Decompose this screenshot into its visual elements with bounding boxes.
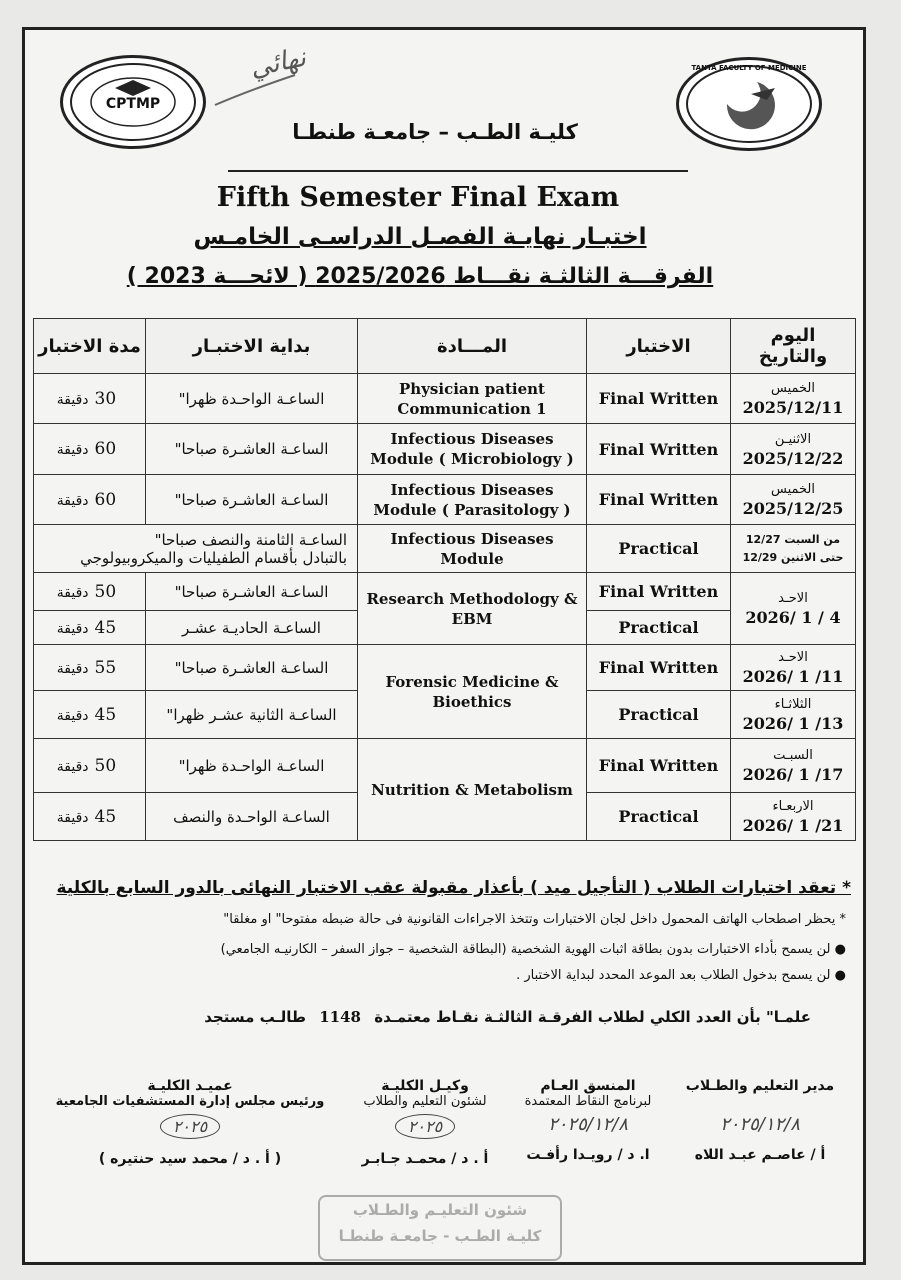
- subject-cell: Nutrition & Metabolism: [358, 739, 587, 841]
- duration-cell: 50دقيقة: [34, 739, 146, 793]
- signature-block: عميـد الكليـة ورئيس مجلس إدارة المستشفيات الجامعية ٢٠٢٥ ( أ . د / محمد سيد حنتيره ): [55, 1078, 325, 1167]
- day-cell: الخميس 2025/12/11: [731, 374, 856, 424]
- note-phone: * يحظر اصطحاب الهاتف المحمول داخل لجان الاختبارات وتتخذ الاجراءات القانونية فى حالة ضبطه مفتوحا" او مغلقا": [223, 912, 846, 927]
- exam-type-cell: Final Written: [587, 645, 731, 691]
- handwritten-stroke: [210, 70, 300, 110]
- subject-cell: Forensic Medicine & Bioethics: [358, 645, 587, 739]
- table-row: [34, 645, 856, 691]
- exam-type-cell: Final Written: [587, 424, 731, 475]
- tanta-medicine-logo: [676, 57, 822, 151]
- header-exam: الاختبار: [587, 319, 731, 374]
- day-cell: السبـت 2026/ 1 /17: [731, 739, 856, 793]
- duration-cell: 30دقيقة: [34, 374, 146, 424]
- subject-cell: Physician patient Communication 1: [358, 374, 587, 424]
- start-cell: الساعـة العاشـرة صباحا": [146, 475, 358, 525]
- subject-cell: Infectious Diseases Module ( Microbiology ): [358, 424, 587, 475]
- exam-type-cell: Final Written: [587, 739, 731, 793]
- start-cell: الساعـة الواحـدة ظهرا": [146, 739, 358, 793]
- start-cell: الساعـة الثامنة والنصف صباحا" بالتبادل بأقسام الطفيليات والميكروبيولوجي: [34, 525, 358, 573]
- title-arabic: اختبـار نهايـة الفصـل الدراسـى الخامـس: [193, 224, 647, 250]
- note-late: ● لن يسمح بدخول الطلاب بعد الموعد المحدد لبداية الاختبار .: [516, 968, 846, 983]
- header-start: بداية الاختبـار: [146, 319, 358, 374]
- header-subject: المـــادة: [358, 319, 587, 374]
- cptmp-logo: [60, 55, 206, 149]
- signature-block: مدير التعليم والطـلاب ٢٠٢٥/١٢/٨ أ / عاصـم عبـد اللاه: [685, 1078, 835, 1163]
- start-cell: الساعـة الحاديـة عشـر: [146, 611, 358, 645]
- duration-cell: 45دقيقة: [34, 793, 146, 841]
- table-header-row: [34, 319, 856, 374]
- duration-cell: 50دقيقة: [34, 573, 146, 611]
- header-day: اليوم والتاريخ: [731, 319, 856, 374]
- signature-block: وكيـل الكليـة لشئون التعليم والطلاب ٢٠٢٥ أ . د / محمـد جـابـر: [361, 1078, 489, 1167]
- day-cell: من السبت 12/27 حتى الاثنين 12/29: [731, 525, 856, 573]
- day-cell: الاحـد 2026/ 1 /11: [731, 645, 856, 691]
- note-student-count: علمـا" بأن العدد الكلي لطلاب الفرقـة الثالثـة نقـاط معتمـدة 1148 طالـب مستجد: [204, 1008, 811, 1026]
- subject-cell: Infectious Diseases Module: [358, 525, 587, 573]
- table-row: [34, 739, 856, 793]
- handwritten-note: نهائي: [247, 42, 309, 84]
- day-cell: الثلاثـاء 2026/ 1 /13: [731, 691, 856, 739]
- cptmp-logo-text: CPTMP: [105, 96, 161, 112]
- day-cell: الاربعـاء 2026/ 1 /21: [731, 793, 856, 841]
- title-group: الفرقـــة الثالثـة نقـــاط 2025/2026 ( لائحـــة 2023 ): [126, 264, 714, 289]
- exam-type-cell: Practical: [587, 691, 731, 739]
- day-cell: الاحـد 2026/ 1 / 4: [731, 573, 856, 645]
- tanta-logo-text: TANTA FACULTY OF MEDICINE: [691, 64, 807, 72]
- note-id: ● لن يسمح بأداء الاختبارات بدون بطاقة اثبات الهوية الشخصية (البطاقة الشخصية – جواز السفر – الكارنيـه الجامعي): [220, 942, 846, 957]
- start-cell: الساعـة الواحـدة ظهرا": [146, 374, 358, 424]
- duration-cell: 45دقيقة: [34, 691, 146, 739]
- exam-type-cell: Practical: [587, 525, 731, 573]
- start-cell: الساعـة الواحـدة والنصف: [146, 793, 358, 841]
- exam-type-cell: Final Written: [587, 374, 731, 424]
- header-rule: [228, 170, 688, 172]
- signature-block: المنسق العـام لبرنامج النقاط المعتمدة ٢٠٢٥/١٢/٨ ا. د / رويـدا رأفـت: [524, 1078, 652, 1163]
- exam-type-cell: Practical: [587, 611, 731, 645]
- start-cell: الساعـة العاشـرة صباحا": [146, 573, 358, 611]
- header-duration: مدة الاختبار: [34, 319, 146, 374]
- subject-cell: Infectious Diseases Module ( Parasitology ): [358, 475, 587, 525]
- start-cell: الساعـة العاشـرة صباحا": [146, 424, 358, 475]
- note-main: * تعقد اختبارات الطلاب ( التأجيل ميد ) بأعذار مقبولة عقب الاختبار النهائى بالدور السابع بالكلية: [56, 878, 851, 898]
- start-cell: الساعـة العاشـرة صباحا": [146, 645, 358, 691]
- duration-cell: 60دقيقة: [34, 475, 146, 525]
- exam-schedule-table: [33, 318, 856, 841]
- table-row: [34, 573, 856, 611]
- start-cell: الساعـة الثانية عشـر ظهرا": [146, 691, 358, 739]
- title-english: Fifth Semester Final Exam: [216, 182, 620, 213]
- exam-type-cell: Final Written: [587, 475, 731, 525]
- table-row: [34, 374, 856, 424]
- table-row: [34, 525, 856, 573]
- duration-cell: 45دقيقة: [34, 611, 146, 645]
- faculty-header: كليـة الطـب – جامعـة طنطـا: [292, 120, 578, 144]
- duration-cell: 55دقيقة: [34, 645, 146, 691]
- duration-cell: 60دقيقة: [34, 424, 146, 475]
- table-row: [34, 475, 856, 525]
- exam-type-cell: Final Written: [587, 573, 731, 611]
- table-row: [34, 424, 856, 475]
- day-cell: الاثنيـن 2025/12/22: [731, 424, 856, 475]
- day-cell: الخميس 2025/12/25: [731, 475, 856, 525]
- exam-type-cell: Practical: [587, 793, 731, 841]
- subject-cell: Research Methodology & EBM: [358, 573, 587, 645]
- office-stamp: شئون التعليـم والطـلاب كليـة الطـب - جامعـة طنطـا: [318, 1195, 562, 1261]
